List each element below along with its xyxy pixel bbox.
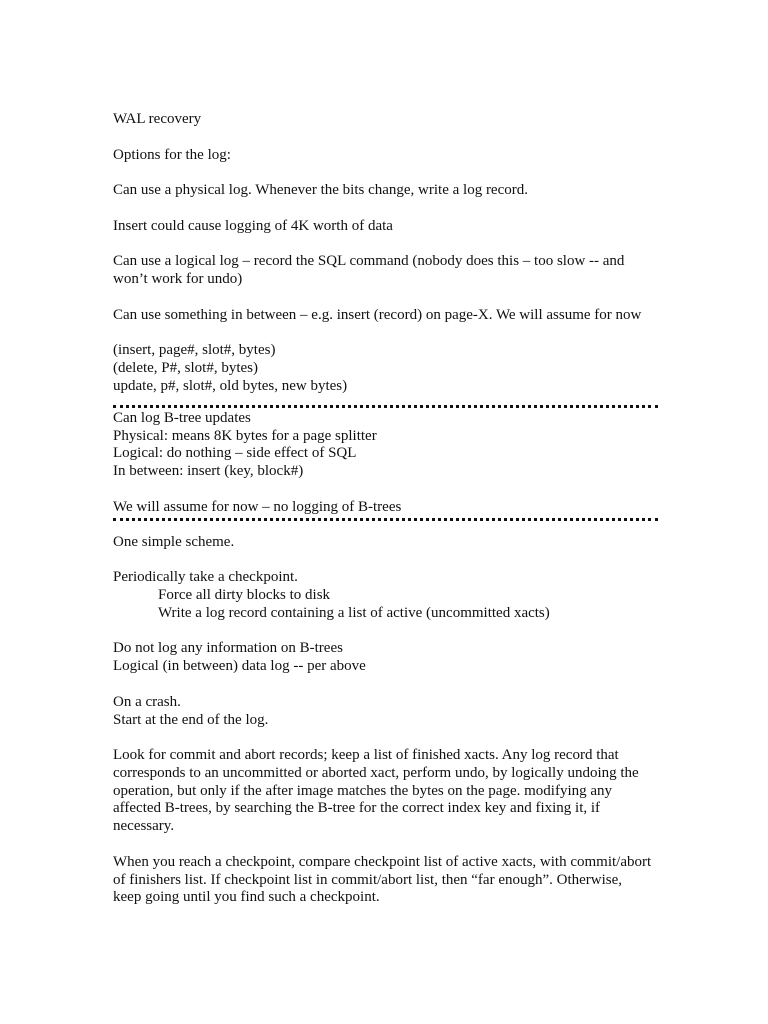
paragraph-line: operation, but only if the after image matches the bytes on the page. modifying any (113, 782, 613, 799)
paragraph-line: of finishers list. If checkpoint list in commit/abort list, then “far enough”. Otherwise, (113, 871, 623, 888)
document-page (113, 111, 658, 907)
indented-line: Write a log record containing a list of active (uncommitted xacts) (158, 604, 550, 621)
text-line: In between: insert (key, block#) (113, 463, 304, 480)
paragraph-line: necessary. (113, 818, 175, 835)
text-line: Options for the log: (113, 146, 231, 163)
text-line: We will assume for now – no logging of B-trees (113, 498, 402, 515)
log-record-line: (delete, P#, slot#, bytes) (113, 360, 258, 377)
log-record-line: update, p#, slot#, old bytes, new bytes) (113, 377, 348, 394)
text-line: Insert could cause logging of 4K worth of data (113, 217, 393, 234)
paragraph-line: Look for commit and abort records; keep a list of finished xacts. Any log record that (113, 747, 619, 764)
text-line: Can log B-tree updates (113, 409, 251, 426)
log-record-line: (insert, page#, slot#, bytes) (113, 342, 276, 359)
dotted-divider-top (113, 405, 658, 408)
text-line: Start at the end of the log. (113, 711, 269, 728)
text-line: Logical: do nothing – side effect of SQL (113, 445, 357, 462)
paragraph-line: affected B-trees, by searching the B-tree for the correct index key and fixing it, if (113, 800, 601, 817)
paragraph-line: keep going until you find such a checkpoint. (113, 889, 380, 906)
indented-line: Force all dirty blocks to disk (158, 586, 331, 603)
text-line: On a crash. (113, 693, 181, 710)
paragraph-line: corresponds to an uncommitted or aborted xact, perform undo, by logically undoing the (113, 764, 639, 781)
text-line: Can use a physical log. Whenever the bits change, write a log record. (113, 182, 528, 199)
text-line: won’t work for undo) (113, 271, 243, 288)
paragraph-line: When you reach a checkpoint, compare checkpoint list of active xacts, with commit/abort (113, 853, 652, 870)
text-line: Can use something in between – e.g. insert (record) on page-X. We will assume for now (113, 306, 642, 323)
text-line: One simple scheme. (113, 533, 235, 550)
doc-title: WAL recovery (113, 111, 202, 127)
dotted-divider-bottom (113, 518, 658, 521)
text-line: Can use a logical log – record the SQL command (nobody does this – too slow -- and (113, 253, 625, 270)
text-line: Logical (in between) data log -- per above (113, 658, 366, 675)
text-line: Physical: means 8K bytes for a page splitter (113, 427, 377, 444)
text-line: Do not log any information on B-trees (113, 640, 343, 657)
text-line: Periodically take a checkpoint. (113, 569, 298, 586)
